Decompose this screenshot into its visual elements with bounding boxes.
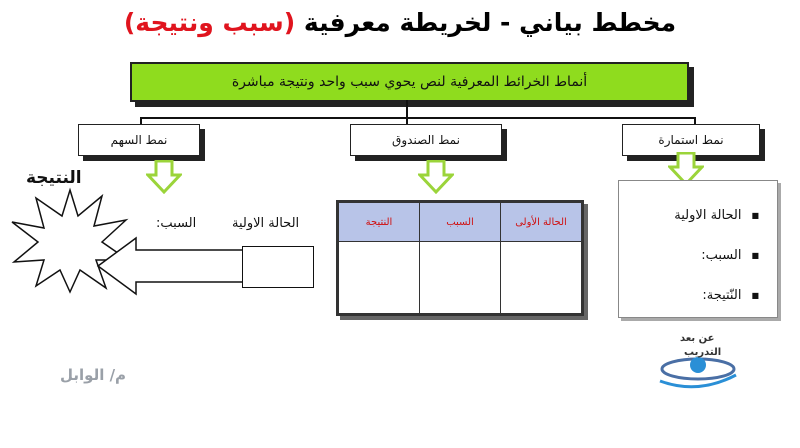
author-signature: م/ الواب‍ل: [60, 366, 127, 384]
cause-label: السبب:: [156, 216, 197, 231]
table-cell: [501, 242, 582, 314]
cause-arrow-shape: [96, 236, 244, 296]
title-main: مخطط بياني - لخريطة معرفية: [303, 8, 677, 37]
diagram-title: [0, 8, 800, 37]
table-cell: [420, 242, 501, 314]
form-pattern-box: [618, 180, 778, 318]
initial-state-box: [242, 246, 314, 288]
table-header-initial: الحالة الأولى: [501, 203, 582, 242]
connector-vertical-top: [406, 100, 408, 118]
category-box-pattern: نمط الصندوق: [350, 124, 502, 156]
cause-effect-table: [336, 200, 584, 316]
table-header-result: النتيجة: [339, 203, 420, 242]
form-item-result: ■ النّتيجة:: [619, 275, 759, 315]
logo-text-bottom: التدريب: [684, 347, 722, 358]
category-form-pattern: نمط استمارة: [622, 124, 760, 156]
logo-swoosh-icon: [650, 335, 740, 395]
form-item-initial: ■ الحالة الاولية: [619, 195, 759, 235]
category-arrow-pattern: نمط السهم: [78, 124, 200, 156]
table-header-cause: السبب: [420, 203, 501, 242]
connector-horizontal: [140, 117, 696, 119]
result-label: النتيجة: [26, 168, 82, 188]
down-arrow-icon-left: [146, 160, 182, 194]
title-highlight: (سبب ونتيجة): [123, 8, 296, 37]
logo-text-top: عن بعد: [680, 333, 715, 344]
initial-state-label: الحالة الاولية: [232, 216, 300, 231]
down-arrow-icon-middle: [418, 160, 454, 194]
top-box: أنماط الخرائط المعرفية لنص يحوي سبب واحد ونتيجة مباشرة: [130, 62, 689, 102]
training-logo: [650, 335, 740, 395]
table-cell: [339, 242, 420, 314]
form-item-cause: ■ السبب:: [619, 235, 759, 275]
